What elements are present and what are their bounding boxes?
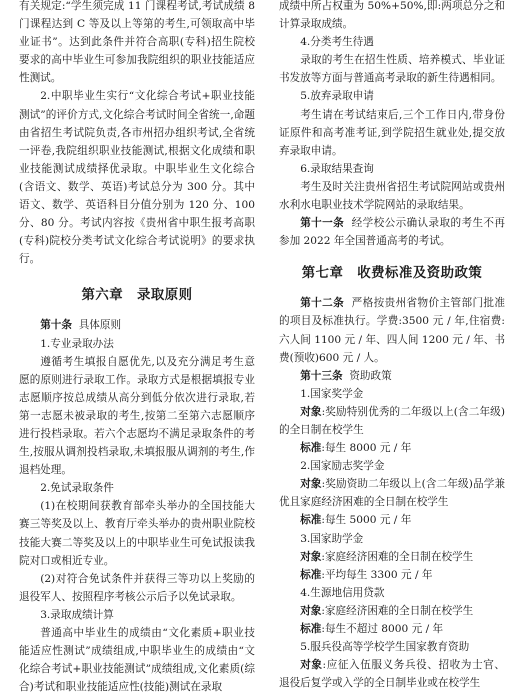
aid-standard-text: :每生 5000 元 / 年 xyxy=(321,514,412,527)
aid-target-text: :家庭经济困难的全日制在校学生 xyxy=(321,550,474,563)
aid-item-heading: 5.服兵役高等学校学生国家教育资助 xyxy=(300,641,470,654)
article-paragraph xyxy=(279,214,505,250)
paragraph: 有关规定:“学生须完成 11 门课程考试,考试成绩 8 门课程达到 C 等及以上等第的考生,可领取高中毕业证书”。达到此条件并符合高职(专科)招生院校要求的高中毕业生可参加我院组织的职业技能适应性测试。 xyxy=(19,0,255,85)
aid-item-heading: 4.生源地信用贷款 xyxy=(300,586,385,599)
paragraph: 遵循考生填报自愿优先,以及充分满足考生意愿的原则进行录取工作。录取方式是根据填报专业志愿顺序按总成绩从高分到低分依次进行录取,若第一志愿未被录取的考生,按第二至第六志愿顺序进行投档录取。若六个志愿均不满足录取条件的考生,按服从调剂投档录取,未填报服从调剂的考生,作退档处理。 xyxy=(19,355,255,477)
right-column xyxy=(279,0,505,692)
paragraph: 2.中职毕业生实行“文化综合考试+职业技能测试”的评价方式,文化综合考试时间全省统一,命题由省招生考试院负责,各市州招办组织考试,全省统一评卷,我院组织职业技能测试,根据文化成绩和职业技能测试成绩择优录取。中职毕业生文化综合(含语文、数学、英语)考试总分为 300 分。其中语文、数学、英语科目分值分别为 120 分、100 分、80 分。考试内容按《贵州省中职生报考高职(专科)院校分类考试文化综合考试说明》的要求执行。 xyxy=(19,90,255,266)
aid-standard-text: :每生 8000 元 / 年 xyxy=(321,442,412,455)
aid-target-label: 对象 xyxy=(300,550,322,563)
paragraph: 普通高中毕业生的成绩由“文化素质+职业技能适应性测试”成绩组成,中职毕业生的成绩由“文化综合考试+职业技能测试”成绩组成,文化素质(综合)考试和职业技能适应性(技能)测试在录取 xyxy=(19,627,255,694)
article-text: 经学校公示确认录取的考生不再参加 2022 年全国普通高考的考试。 xyxy=(279,217,505,248)
article-heading xyxy=(279,367,505,385)
aid-standard-label: 标准 xyxy=(300,623,322,635)
article-label: 第十二条 xyxy=(300,297,345,310)
aid-target xyxy=(279,548,505,566)
aid-item-heading: 1.国家奖学金 xyxy=(300,387,364,400)
article-heading xyxy=(19,316,255,334)
chapter-heading: 第七章 收费标准及资助政策 xyxy=(301,265,483,282)
aid-target-text: :奖励特别优秀的二年级以上(含二年级)的全日制在校学生 xyxy=(279,405,505,436)
item-heading: 3.录取成绩计算 xyxy=(40,608,114,621)
article-label: 第十条 xyxy=(40,319,72,332)
paragraph: 考生及时关注贵州省招生考试院网站或贵州水利水电职业技术学院网站的录取结果。 xyxy=(279,180,505,212)
item-heading: 4.分类考生待遇 xyxy=(300,36,374,49)
item-heading: 1.专业录取办法 xyxy=(40,337,114,350)
aid-target-label: 对象 xyxy=(300,659,323,672)
paragraph: (2)对符合免试条件并获得三等功以上奖励的退役军人、按照程序考核公示后予以免试录取。 xyxy=(19,572,255,603)
item-heading: 6.录取结果查询 xyxy=(300,162,374,175)
item-heading: 5.放弃录取申请 xyxy=(300,90,374,103)
aid-target-text: :应征入伍服义务兵役、招收为士官、退役后复学或入学的全日制毕业或在校学生 xyxy=(279,659,505,690)
aid-target xyxy=(279,475,505,511)
article-label: 第十一条 xyxy=(300,217,345,230)
aid-standard-text: :平均每生 3300 元 / 年 xyxy=(321,568,433,581)
aid-item-heading: 3.国家助学金 xyxy=(300,532,364,545)
aid-standard-text: :每生不超过 8000 元 / 年 xyxy=(321,623,444,635)
aid-target xyxy=(279,403,505,439)
aid-standard xyxy=(279,566,505,584)
paragraph: (1)在校期间获教育部牵头举办的全国技能大赛三等奖及以上、教育厅牵头举办的贵州职业院校技能大赛二等奖及以上的中职毕业生可免试报读我院对口或相近专业。 xyxy=(19,500,255,567)
aid-target-label: 对象 xyxy=(300,405,322,418)
aid-standard xyxy=(279,620,505,638)
article-label: 第十三条 xyxy=(300,369,343,382)
paragraph: 考生请在考试结束后,三个工作日内,带身份证原件和高考准考证,到学院招生就业处,提交放弃录取申请。 xyxy=(279,108,505,157)
aid-target xyxy=(279,602,505,620)
aid-item-heading: 2.国家励志奖学金 xyxy=(300,460,385,473)
left-column xyxy=(19,0,255,696)
chapter-heading: 第六章 录取原则 xyxy=(81,287,193,304)
article-paragraph xyxy=(279,294,505,366)
aid-standard xyxy=(279,511,505,529)
paragraph: 成绩中所占权重为 50%+50%,即:两项总分之和计算录取成绩。 xyxy=(279,0,505,31)
aid-standard xyxy=(279,439,505,457)
aid-standard-label: 标准 xyxy=(300,442,322,455)
article-text: 严格按贵州省物价主管部门批准的项目及标准执行。学费:3500 元 / 年,住宿费:六人间 1100 元 / 年、四人间 1200 元 / 年、书费(预收)600 元 / 人。 xyxy=(279,297,505,364)
aid-standard-label: 标准 xyxy=(300,514,322,527)
aid-target xyxy=(279,656,505,692)
aid-target-label: 对象 xyxy=(300,604,322,617)
aid-target-text: :奖励资助二年级以上(含二年级)品学兼优且家庭经济困难的全日制在校学生 xyxy=(279,478,505,509)
item-heading: 2.免试录取条件 xyxy=(40,482,114,495)
article-title: 资助政策 xyxy=(349,369,392,382)
paragraph: 录取的考生在招生性质、培养模式、毕业证书发放等方面与普通高考录取的新生待遇相同。 xyxy=(279,54,505,85)
article-title: 具体原则 xyxy=(78,319,122,332)
aid-standard-label: 标准 xyxy=(300,568,322,581)
aid-target-label: 对象 xyxy=(300,478,322,491)
aid-target-text: :家庭经济困难的全日制在校学生 xyxy=(321,604,474,617)
